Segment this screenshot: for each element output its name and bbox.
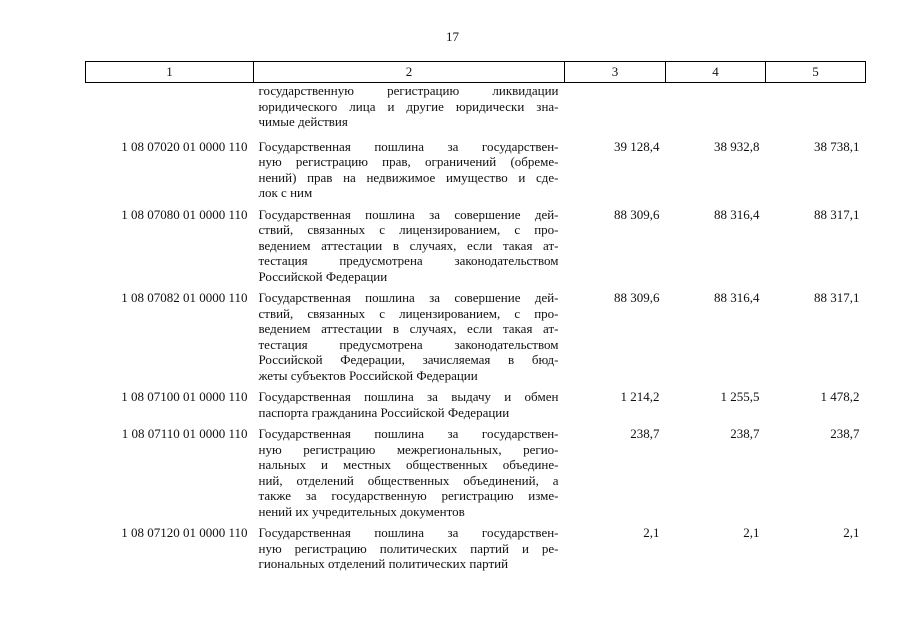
description-line: Государственная пошлина за государствен- [258,525,559,540]
description-line: лок с ним [258,185,313,200]
amount-year-1: 2,1 [643,525,660,540]
budget-code: 1 08 07082 01 0000 110 [121,290,248,305]
table-row [86,426,866,525]
amount-year-3: 238,7 [830,426,860,441]
budget-code: 1 08 07080 01 0000 110 [121,206,248,222]
revenue-description [254,290,565,389]
description-line: тестация предусмотрена законодательством [258,336,559,352]
description-line: ствий, связанных с лицензированием, с про- [258,222,559,237]
revenue-description [254,83,565,139]
header-col-3: 3 [565,62,666,83]
table-row [86,525,866,578]
description-line: ную регистрацию политических партий и ре- [258,540,559,556]
amount-year-2: 238,7 [730,426,760,441]
amount-year-1: 238,7 [630,426,660,441]
amount-year-2 [666,83,766,139]
description-line: Государственная пошлина за выдачу и обмен [258,389,559,404]
description-line: тестация предусмотрена законодательством [258,253,559,268]
budget-code: 1 08 07120 01 0000 110 [121,525,248,540]
budget-code: 1 08 07020 01 0000 110 [121,138,248,154]
header-col-4: 4 [666,62,766,83]
revenue-description [254,139,565,207]
table-row [86,83,866,139]
amount-year-3: 88 317,1 [814,290,860,305]
description-line: ведением аттестации в случаях, если такая ат- [258,321,559,336]
budget-table [85,61,866,578]
description-line: ведением аттестации в случаях, если такая ат- [258,237,559,253]
description-line: Государственная пошлина за совершение дей- [258,290,559,305]
revenue-description [254,426,565,525]
amount-year-2: 38 932,8 [714,138,760,154]
table-row [86,290,866,389]
description-line: Российской Федерации [258,268,388,284]
budget-code: 1 08 07110 01 0000 110 [121,426,248,441]
header-col-2: 2 [254,62,565,83]
description-line: Российской Федерации, зачисляемая в бюд- [258,352,559,367]
description-line: государственную регистрацию ликвидации [258,83,559,98]
description-line: ную регистрацию прав, ограничений (обреме- [258,154,559,169]
description-line: Государственная пошлина за государствен- [258,138,559,154]
amount-year-3: 38 738,1 [814,138,860,154]
budget-code: 1 08 07100 01 0000 110 [121,389,248,404]
description-line: жеты субъектов Российской Федерации [258,367,478,383]
budget-code [86,83,254,139]
description-line: ную регистрацию межрегиональных, регио- [258,441,559,457]
table-header-row [86,62,866,83]
description-line: также за государственную регистрацию изме- [258,488,559,503]
description-line: нений их учредительных документов [258,503,465,519]
table-row [86,139,866,207]
table-body [86,83,866,578]
description-line: паспорта гражданина Российской Федерации [258,404,510,420]
amount-year-1: 39 128,4 [614,138,660,154]
header-col-1: 1 [86,62,254,83]
amount-year-2: 88 316,4 [714,290,760,305]
revenue-description [254,389,565,426]
amount-year-1: 1 214,2 [620,389,660,404]
description-line: юридического лица и другие юридически зна- [258,98,559,114]
amount-year-3: 1 478,2 [820,389,860,404]
description-line: нений) прав на недвижимое имущество и сде- [258,169,559,185]
table-row [86,207,866,291]
description-line: Государственная пошлина за государствен- [258,426,559,441]
amount-year-3: 88 317,1 [814,206,860,222]
description-line: нальных и местных общественных объедине- [258,457,559,472]
table-row [86,389,866,426]
description-line: ний, отделений общественных объединений, а [258,472,559,488]
amount-year-1 [565,83,666,139]
amount-year-3: 2,1 [843,525,860,540]
amount-year-2: 88 316,4 [714,206,760,222]
header-col-5: 5 [766,62,866,83]
amount-year-1: 88 309,6 [614,206,660,222]
amount-year-2: 1 255,5 [720,389,760,404]
page-number: 17 [446,29,459,44]
description-line: гиональных отделений политических партий [258,556,509,571]
revenue-description [254,207,565,291]
description-line: ствий, связанных с лицензированием, с про- [258,305,559,321]
description-line: Государственная пошлина за совершение дей- [258,206,559,222]
amount-year-2: 2,1 [743,525,760,540]
description-line: чимые действия [258,114,348,129]
revenue-description [254,525,565,578]
amount-year-3 [766,83,866,139]
amount-year-1: 88 309,6 [614,290,660,305]
